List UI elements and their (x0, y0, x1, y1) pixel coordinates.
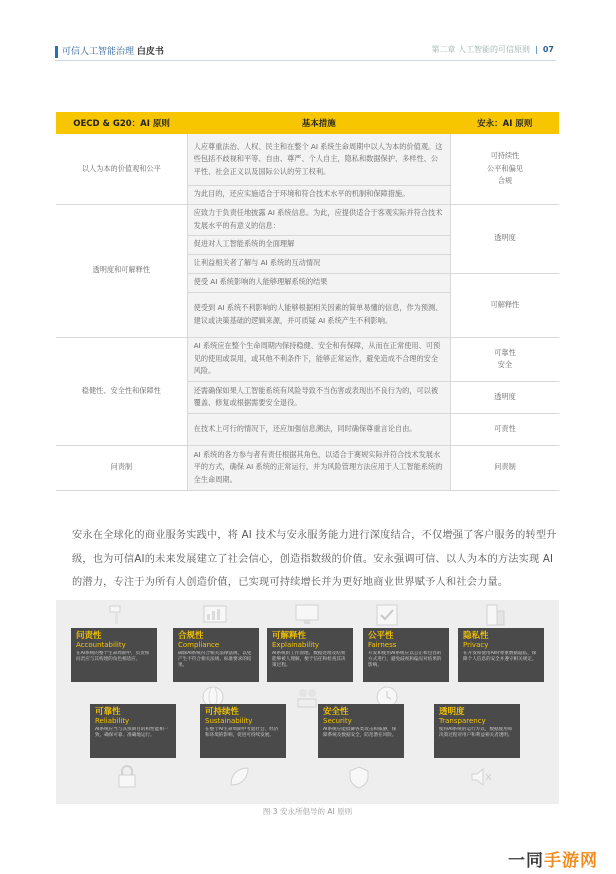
card-title-en: Transparency (439, 717, 486, 725)
table-header-row (56, 112, 559, 134)
header-divider (55, 60, 556, 61)
watermark-logo (508, 846, 598, 871)
measure-cell: 人应尊重法治、人权、民主和在整个 AI 系统生命周期中以人为本的价值观。这些包括不歧视和平等、自由、尊严、个人自主，隐私和数据保护、多样性、公平性、社会正义以及国际公认的劳工权利。 (187, 134, 450, 185)
card-title-zh: 公平性 (368, 631, 394, 641)
card-accountability (71, 628, 157, 682)
building-icon (482, 602, 508, 628)
card-desc: 在整个AI生命周期中考虑社会、经济和环境的影响，促进可持续发展。 (205, 727, 279, 738)
header-chapter-text: 第二章 人工智能的可信原则 (431, 45, 530, 54)
table-header-ey: 安永：AI 原则 (450, 112, 559, 134)
speaker-icon (468, 764, 494, 790)
card-title-zh: 可靠性 (95, 707, 121, 717)
card-transparency (434, 704, 520, 758)
header-chapter: 第二章 人工智能的可信原则 | 07 (431, 45, 554, 54)
ey-principle-cell: 可持续性 公平和偏见 合规 (450, 134, 559, 204)
card-title-zh: 可解释性 (272, 631, 307, 641)
card-title-en: Security (323, 717, 352, 725)
figure-caption: 图 3 安永所倡导的 AI 原则 (262, 807, 353, 816)
body-paragraph: 安永在全球化的商业服务实践中，将 AI 技术与安永服务能力进行深度结合，不仅增强了客户服务的转型升级，也为可信AI的未来发展建立了社会信心，创造指数级的价值。安永强调可信、以人为本的方法实现 AI 的潜力，专注于为所有人创造价值，已实现可持续增长并为更好地商业世界赋予人和社会力量。 (72, 530, 557, 588)
header-accent-bar (55, 46, 58, 58)
measure-cell: 为此目的，还应实施适合于环境和符合技术水平的机制和保障措施。 (187, 185, 450, 204)
table-row (56, 134, 559, 185)
measure-cell: 应致力于负责任地披露 AI 系统信息。为此，应提供适合于客观实际并符合技术发展水平的有意义的信息： (187, 204, 450, 235)
measure-cell: 在技术上可行的情况下，还应加强信息溯法，同时确保尊重言论自由。 (187, 413, 450, 445)
principles-figure (56, 600, 559, 804)
page-number: 07 (542, 45, 554, 54)
card-title-zh: 可持续性 (205, 707, 240, 717)
card-privacy (458, 628, 544, 682)
principle-cell: 问责制 (56, 445, 187, 490)
header-title (62, 44, 164, 57)
card-title-en: Privacy (463, 641, 489, 649)
measure-cell: AI 系统应在整个生命周期内保持稳健、安全和有保障，从而在正常使用、可预见的使用或误用，或其他不利条件下，能够正常运作，避免造成不合理的安全风险。 (187, 337, 450, 381)
dashboard-icon (202, 602, 228, 628)
card-fairness (363, 628, 449, 682)
ey-principle-cell: 可解释性 (450, 273, 559, 337)
card-security (318, 704, 404, 758)
measure-cell: 还需确保如果人工智能系统有风险导致不当伤害或表现出不良行为的，可以被覆盖、修复或根据需要安全退役。 (187, 381, 450, 413)
principles-table (56, 112, 559, 491)
card-title-zh: 问责性 (76, 631, 102, 641)
card-desc: 使得AI系统的运行方式，数据使用和决策过程对用户和利益相关者透明。 (439, 727, 513, 738)
watermark-part2: 手游网 (544, 851, 598, 871)
card-desc: AI系统的工作原理、数据处理及结果能够被人理解，便于信任和检查其决策过程。 (272, 651, 346, 668)
measure-cell: AI 系统的各方参与者有责任根据其角色，以适合于赛规实际并符合技术发展水平的方式，确保 AI 系统的正常运行，并为风险管理方法应用于人工智能系统的全生命周期。 (187, 445, 450, 490)
principle-cell: 稳健性、安全性和保障性 (56, 337, 187, 445)
card-desc: 开发和使用AI系统应以公正和包容的方式进行，避免歧视和偏见对结果的影响。 (368, 651, 442, 668)
table-header-measures: 基本措施 (187, 112, 450, 134)
table-row (56, 337, 559, 381)
card-sustainability (200, 704, 286, 758)
principle-cell: 以人为本的价值观和公平 (56, 134, 187, 204)
card-title-en: Accountability (76, 641, 126, 649)
card-title-en: Sustainability (205, 717, 253, 725)
card-compliance (173, 628, 259, 682)
measure-cell: 促进对人工智能系统的全面理解 (187, 235, 450, 254)
table-header-oecd: OECD & G20：AI 原则 (56, 112, 187, 134)
people-icon (294, 684, 320, 710)
table-row (56, 445, 559, 490)
card-title-en: Explainability (272, 641, 320, 649)
checkbox-icon (374, 602, 400, 628)
principle-cell: 透明度和可解释性 (56, 204, 187, 337)
card-title-en: Fairness (368, 641, 397, 649)
lock-icon (114, 764, 140, 790)
header-title-main: 可信人工智能治理 (62, 47, 135, 57)
ey-principle-cell: 透明度 (450, 204, 559, 273)
ey-principle-cell: 透明度 (450, 381, 559, 413)
leaf-icon (226, 764, 252, 790)
card-desc: 在AI系统的整个生命周期中，负责和问责应与其构建的角色相适应。 (76, 651, 150, 662)
card-reliability (90, 704, 176, 758)
card-explainability (267, 628, 353, 682)
measure-cell: 让利益相关者了解与 AI 系统的互动情况 (187, 254, 450, 273)
card-title-zh: 隐私性 (463, 631, 489, 641)
card-desc: 在开发和使用AI时尊重数据隐私，保障个人信息的安全并遵守相关规定。 (463, 651, 537, 662)
gavel-icon (106, 602, 132, 628)
table-row (56, 204, 559, 235)
card-desc: AI系统应当与其预期目的和性能相一致，确保可靠、准确地运行。 (95, 727, 169, 738)
card-desc: 确保AI系统符合相关法律法规，以免产生不符合相关法规、标准要求的结果。 (178, 651, 252, 668)
card-title-en: Compliance (178, 641, 220, 649)
measure-cell: 使受到 AI 系统不利影响的人能够根据相关因素的简单易懂的信息，作为预测、建议或决策基础的逻辑来源，并可质疑 AI 系统产生不利影响。 (187, 292, 450, 337)
monitor-icon (294, 602, 320, 628)
shield-icon (346, 764, 372, 790)
card-title-zh: 安全性 (323, 707, 349, 717)
card-title-zh: 透明度 (439, 707, 465, 717)
card-title-zh: 合规性 (178, 631, 204, 641)
ey-principle-cell: 可责性 (450, 413, 559, 445)
watermark-part1: 一同 (508, 851, 544, 871)
ey-principle-cell: 可靠性 安全 (450, 337, 559, 381)
measure-cell: 使受 AI 系统影响的人能够理解系统的结果 (187, 273, 450, 292)
card-title-en: Reliability (95, 717, 130, 725)
header-title-sub: 白皮书 (136, 47, 164, 57)
ey-principle-cell: 问责制 (450, 445, 559, 490)
card-desc: AI系统应能抵御各类攻击和威胁，保障系统及数据安全，防范潜在风险。 (323, 727, 397, 738)
